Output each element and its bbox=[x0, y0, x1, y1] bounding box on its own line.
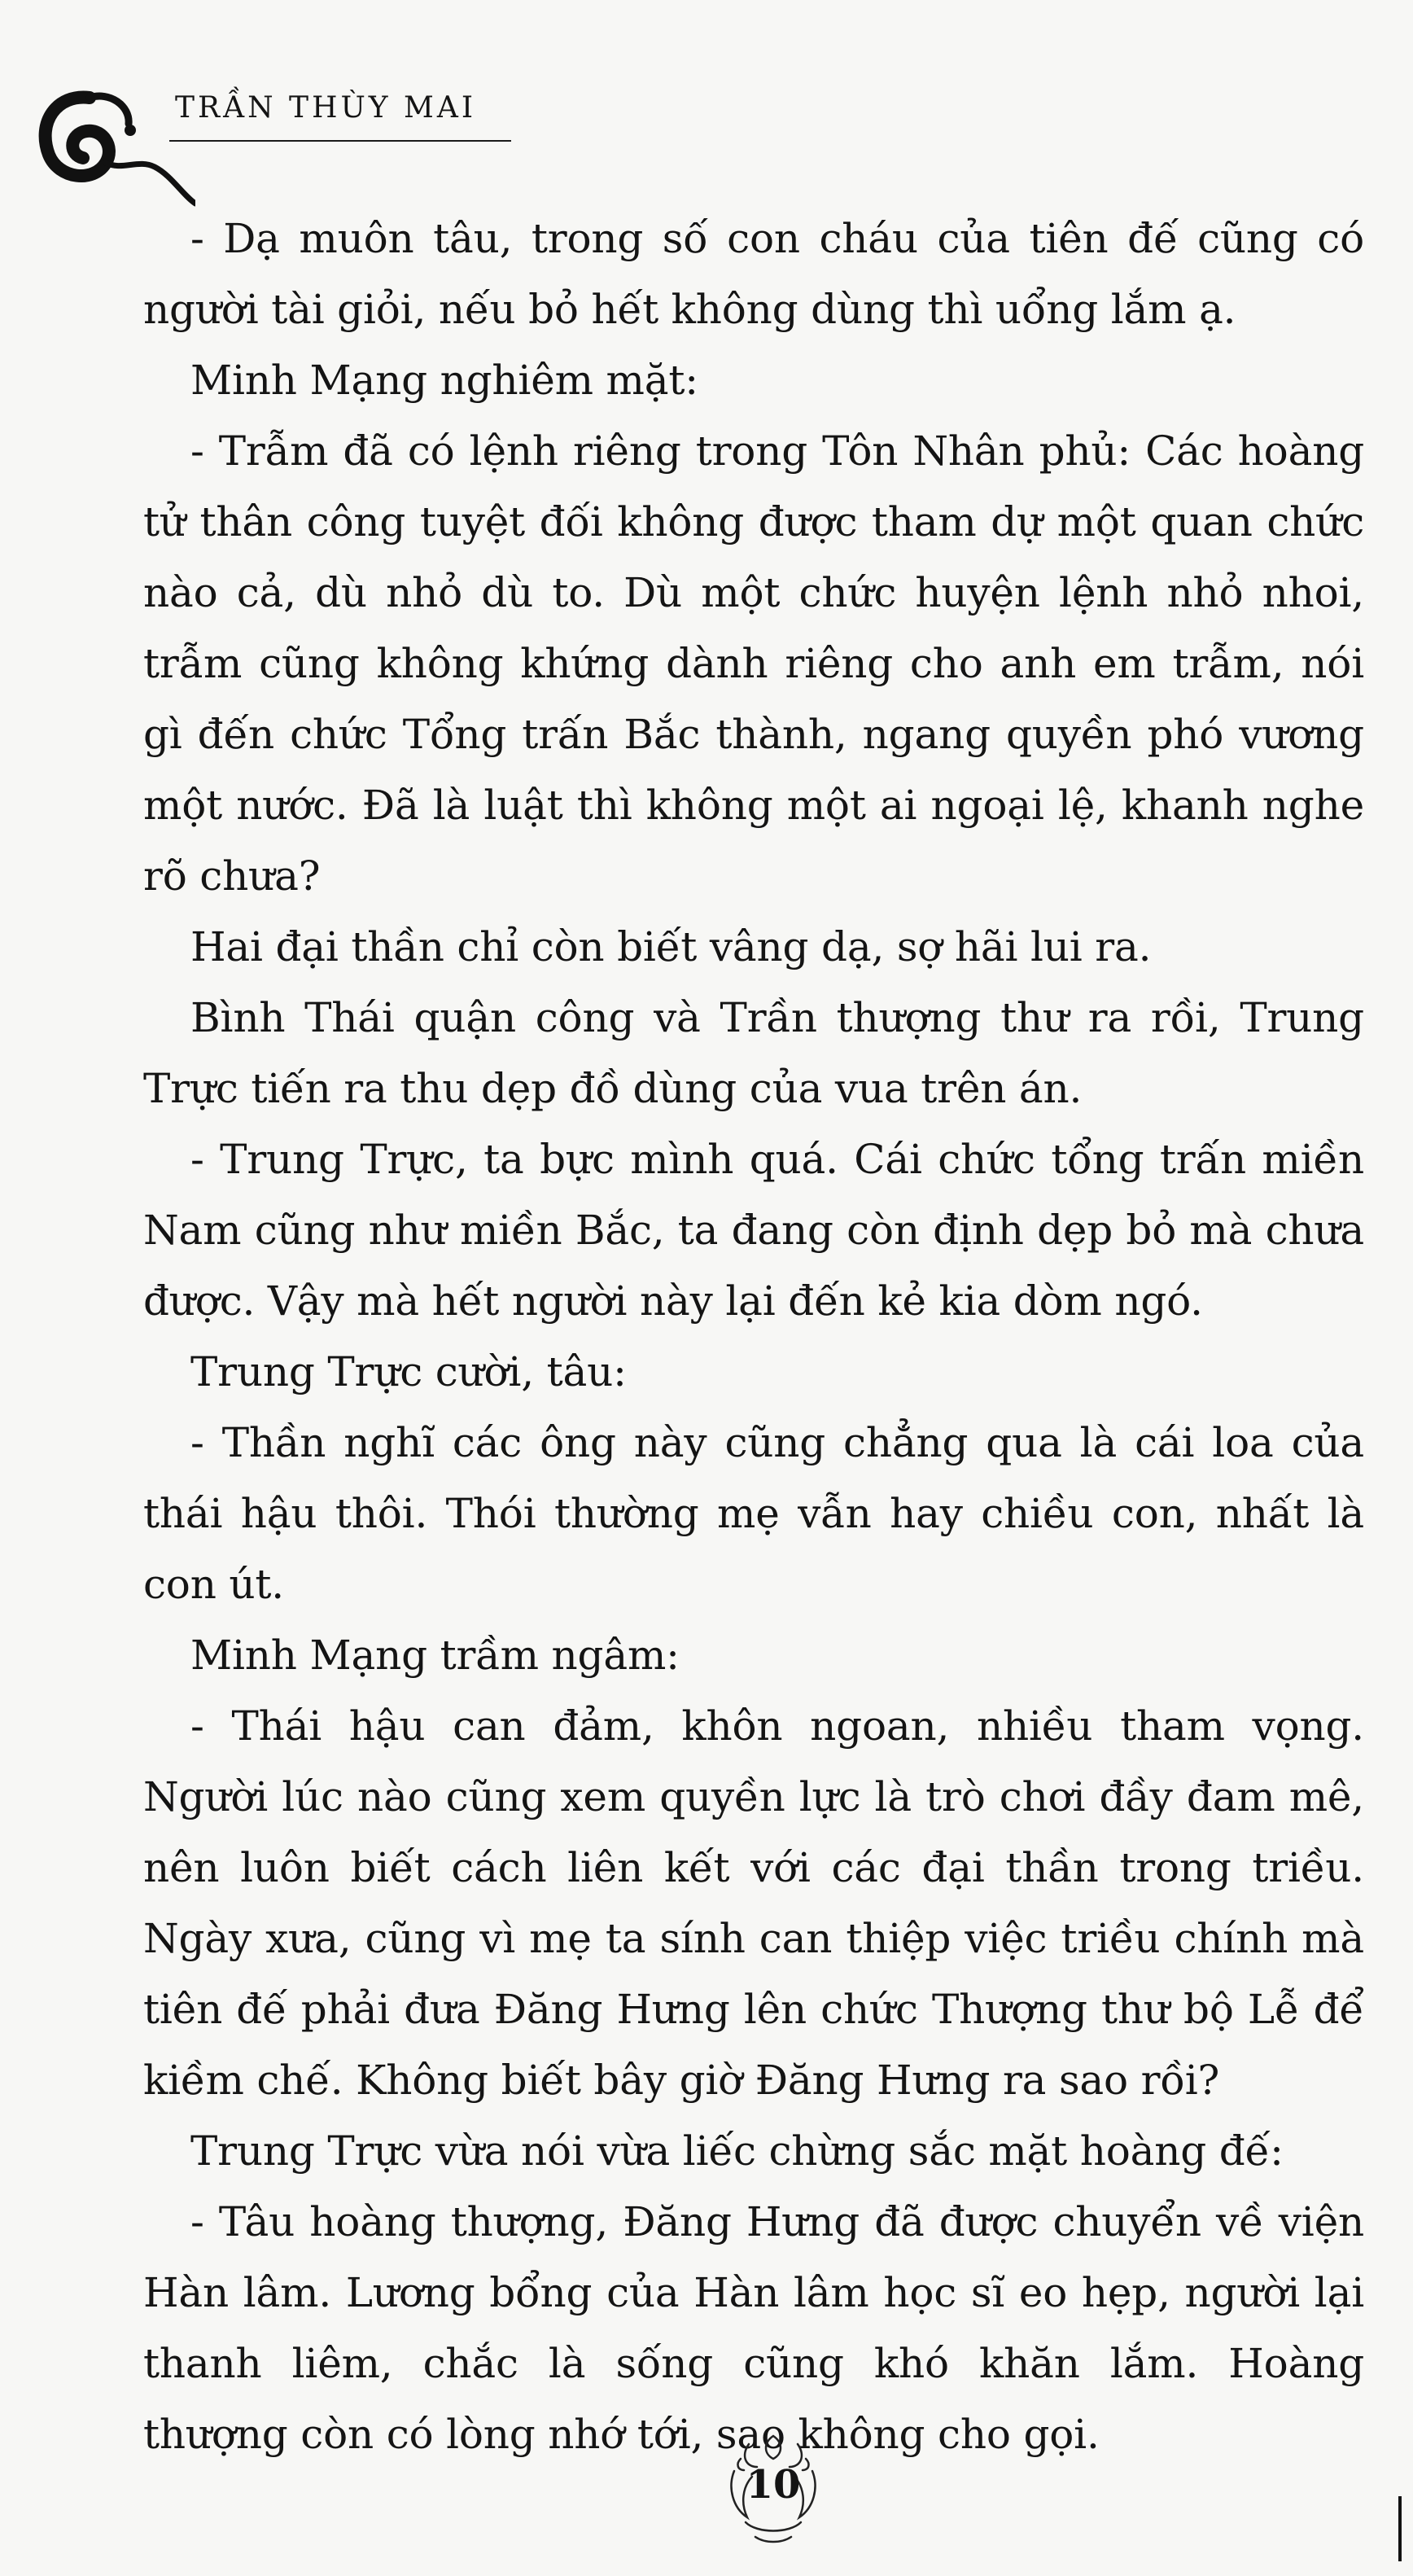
page-footer bbox=[716, 2426, 830, 2548]
paragraph-3: - Trẫm đã có lệnh riêng trong Tôn Nhân phủ: Các hoàng tử thân công tuyệt đối không được tham dự một quan chức nào cả, dù nhỏ dù to. Dù một chức huyện lệnh nhỏ nhoi, trẫm cũng không khứng dành riêng cho anh em trẫm, nói gì đến chức Tổng trấn Bắc thành, ngang quyền phó vương một nước. Đã là luật thì không một ai ngoại lệ, khanh nghe rõ chưa? bbox=[143, 427, 1364, 900]
page-edge-mark bbox=[1398, 2496, 1402, 2561]
paragraph-8: - Thần nghĩ các ông này cũng chẳng qua là cái loa của thái hậu thôi. Thói thường mẹ vẫn hay chiều con, nhất là con út. bbox=[143, 1419, 1364, 1608]
swirl-ornament-icon bbox=[33, 73, 195, 212]
page-body bbox=[143, 204, 1364, 2470]
paragraph-10: - Thái hậu can đảm, khôn ngoan, nhiều tham vọng. Người lúc nào cũng xem quyền lực là trò chơi đầy đam mê, nên luôn biết cách liên kết với các đại thần trong triều. Ngày xưa, cũng vì mẹ ta sính can thiệp việc triều chính mà tiên đế phải đưa Đăng Hưng lên chức Thượng thư bộ Lễ để kiềm chế. Không biết bây giờ Đăng Hưng ra sao rồi? bbox=[143, 1702, 1364, 2104]
paragraph-5: Bình Thái quận công và Trần thượng thư ra rồi, Trung Trực tiến ra thu dẹp đồ dùng của vua trên án. bbox=[143, 994, 1364, 1112]
header-rule bbox=[169, 140, 511, 142]
paragraph-7: Trung Trực cười, tâu: bbox=[190, 1348, 627, 1395]
page-number: 10 bbox=[746, 2462, 801, 2508]
paragraph-4: Hai đại thần chỉ còn biết vâng dạ, sợ hãi lui ra. bbox=[190, 923, 1152, 970]
paragraph-1: - Dạ muôn tâu, trong số con cháu của tiên đế cũng có người tài giỏi, nếu bỏ hết không dùng thì uổng lắm ạ. bbox=[143, 215, 1364, 333]
paragraph-9: Minh Mạng trầm ngâm: bbox=[190, 1632, 680, 1679]
paragraph-2: Minh Mạng nghiêm mặt: bbox=[190, 357, 698, 404]
author-name: TRẦN THÙY MAI bbox=[175, 91, 477, 125]
paragraph-11: Trung Trực vừa nói vừa liếc chừng sắc mặt hoàng đế: bbox=[190, 2127, 1284, 2175]
running-header bbox=[33, 73, 488, 220]
paragraph-6: - Trung Trực, ta bực mình quá. Cái chức tổng trấn miền Nam cũng như miền Bắc, ta đang còn định dẹp bỏ mà chưa được. Vậy mà hết người này lại đến kẻ kia dòm ngó. bbox=[143, 1136, 1364, 1325]
paragraph-12: - Tâu hoàng thượng, Đăng Hưng đã được chuyển về viện Hàn lâm. Lương bổng của Hàn lâm học sĩ eo hẹp, người lại thanh liêm, chắc là sống cũng khó khăn lắm. Hoàng thượng còn có lòng nhớ tới, sao không cho gọi. bbox=[143, 2198, 1364, 2458]
